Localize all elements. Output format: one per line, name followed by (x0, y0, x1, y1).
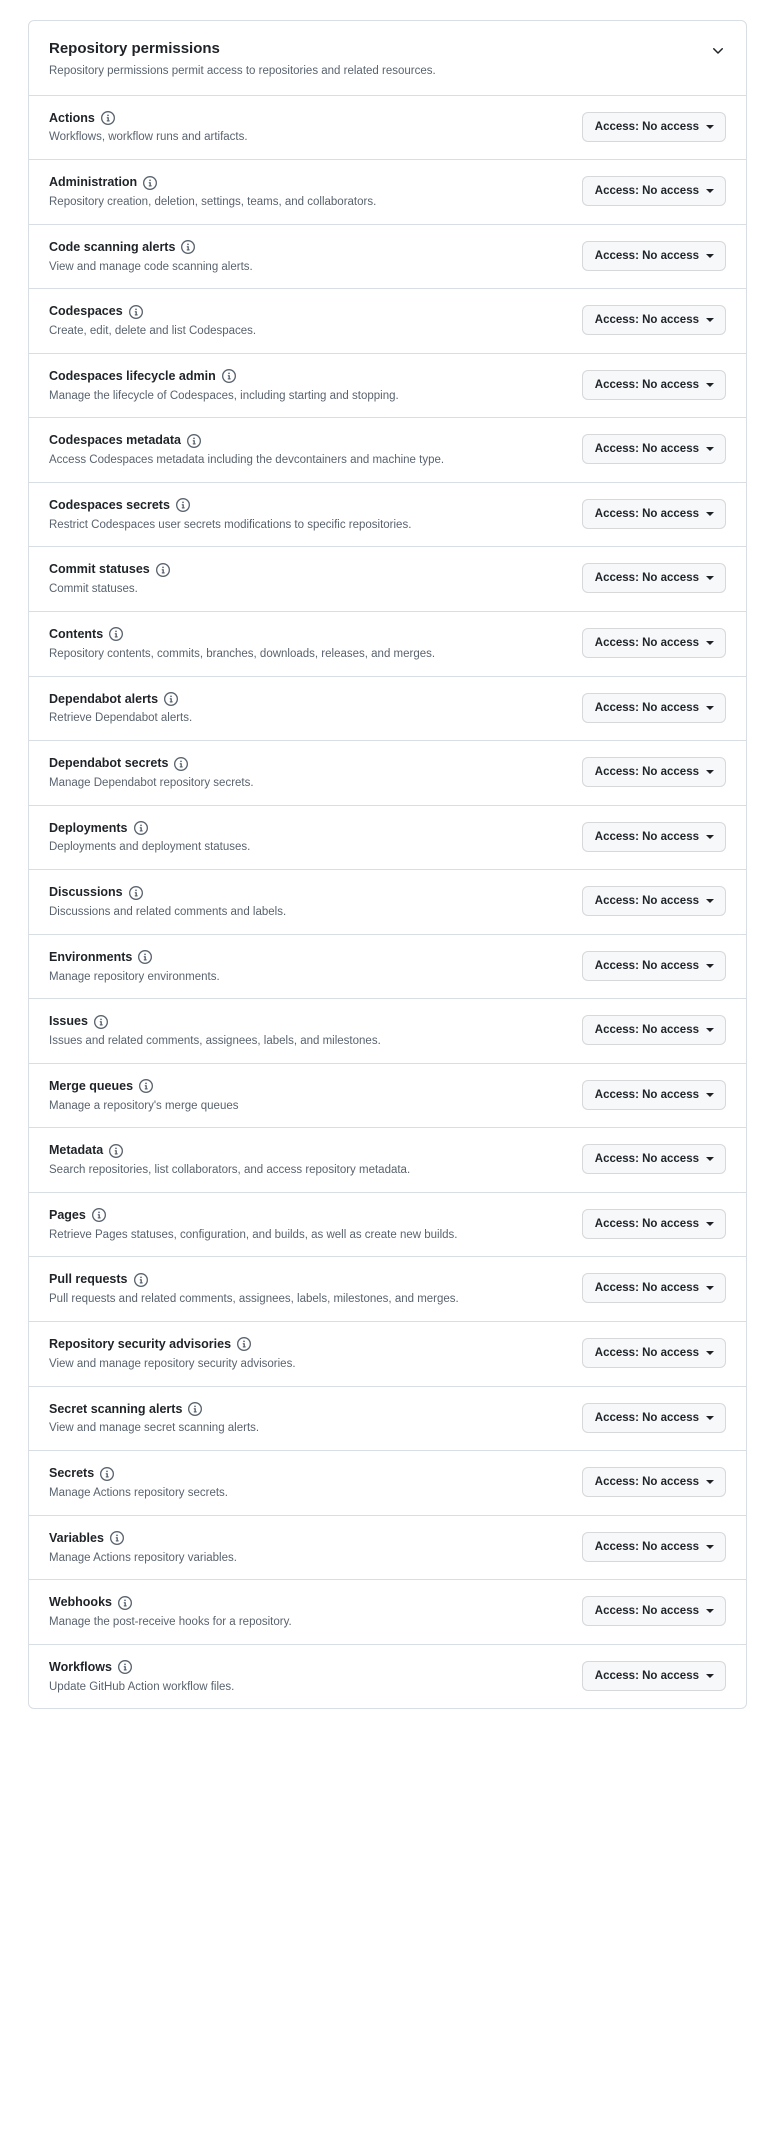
permission-description: Issues and related comments, assignees, labels, and milestones. (49, 1035, 381, 1048)
permission-name-line (49, 1207, 568, 1224)
permission-info (49, 1078, 582, 1115)
caret-down-icon (706, 318, 714, 322)
permission-name: Repository security advisories (49, 1336, 232, 1351)
permission-description: Workflows, workflow runs and artifacts. (49, 131, 248, 144)
info-icon[interactable] (143, 176, 157, 190)
permission-description: Search repositories, list collaborators, and access repository metadata. (49, 1164, 411, 1177)
permission-name: Actions (49, 110, 95, 125)
caret-down-icon (706, 770, 714, 774)
access-dropdown-label: Access: No access (594, 572, 699, 585)
access-dropdown[interactable] (582, 176, 726, 206)
info-icon[interactable] (118, 1596, 132, 1610)
info-icon[interactable] (100, 1467, 114, 1481)
permission-info (49, 691, 582, 728)
access-dropdown-label: Access: No access (594, 830, 699, 843)
access-dropdown-label: Access: No access (594, 1088, 699, 1101)
permission-row (29, 1516, 746, 1581)
access-dropdown-label: Access: No access (594, 443, 699, 456)
access-dropdown[interactable] (582, 1015, 726, 1045)
permission-info (49, 1659, 582, 1696)
caret-down-icon (706, 964, 714, 968)
permission-row (29, 1451, 746, 1516)
access-dropdown[interactable] (582, 1209, 726, 1239)
info-icon[interactable] (101, 111, 115, 125)
permission-name-line (49, 1336, 568, 1353)
permission-row (29, 1257, 746, 1322)
permission-name-line (49, 755, 568, 772)
permission-row (29, 1064, 746, 1129)
permission-name-line (49, 1530, 568, 1547)
permission-description: Manage Actions repository secrets. (49, 1486, 228, 1499)
info-icon[interactable] (134, 1273, 148, 1287)
access-dropdown[interactable] (582, 305, 726, 335)
permission-info (49, 1013, 582, 1050)
access-dropdown[interactable] (582, 434, 726, 464)
access-dropdown-label: Access: No access (594, 1217, 699, 1230)
info-icon[interactable] (222, 369, 236, 383)
repository-permissions-header-text (49, 39, 698, 79)
permission-description: Restrict Codespaces user secrets modifications to specific repositories. (49, 518, 412, 531)
permission-description: View and manage code scanning alerts. (49, 260, 253, 273)
permission-name: Dependabot alerts (49, 691, 159, 706)
permission-row (29, 547, 746, 612)
access-dropdown-label: Access: No access (594, 378, 699, 391)
access-dropdown[interactable] (582, 1403, 726, 1433)
permission-name: Codespaces (49, 304, 123, 319)
info-icon[interactable] (181, 240, 195, 254)
info-icon[interactable] (139, 1079, 153, 1093)
permission-name-line (49, 1465, 568, 1482)
access-dropdown[interactable] (582, 241, 726, 271)
permission-row (29, 1645, 746, 1709)
permission-row (29, 870, 746, 935)
access-dropdown-label: Access: No access (594, 507, 699, 520)
access-dropdown-label: Access: No access (594, 1669, 699, 1682)
caret-down-icon (706, 1093, 714, 1097)
permission-row (29, 160, 746, 225)
permission-name: Metadata (49, 1143, 104, 1158)
permission-row (29, 806, 746, 871)
repository-permissions-header[interactable] (29, 21, 746, 96)
caret-down-icon (706, 835, 714, 839)
access-dropdown[interactable] (582, 628, 726, 658)
permission-row (29, 96, 746, 161)
permissions-list (29, 96, 746, 1709)
permission-name-line (49, 368, 568, 385)
permission-description: Manage the lifecycle of Codespaces, including starting and stopping. (49, 389, 399, 402)
caret-down-icon (706, 641, 714, 645)
info-icon[interactable] (164, 692, 178, 706)
permission-name-line (49, 561, 568, 578)
permission-name-line (49, 110, 568, 127)
permission-name: Issues (49, 1014, 88, 1029)
permission-info (49, 561, 582, 598)
permission-description: Repository contents, commits, branches, downloads, releases, and merges. (49, 647, 436, 660)
caret-down-icon (706, 1480, 714, 1484)
permission-name-line (49, 432, 568, 449)
access-dropdown[interactable] (582, 1338, 726, 1368)
chevron-down-icon[interactable] (710, 43, 726, 59)
permission-info (49, 368, 582, 405)
caret-down-icon (706, 1416, 714, 1420)
access-dropdown-label: Access: No access (594, 120, 699, 133)
permission-description: Commit statuses. (49, 583, 138, 596)
info-icon[interactable] (188, 1402, 202, 1416)
permission-name: Pages (49, 1207, 86, 1222)
access-dropdown-label: Access: No access (594, 1411, 699, 1424)
permission-name-line (49, 626, 568, 643)
info-icon[interactable] (156, 563, 170, 577)
permission-name-line (49, 1659, 568, 1676)
permission-name: Codespaces lifecycle admin (49, 368, 216, 383)
permission-info (49, 1530, 582, 1567)
permission-row (29, 418, 746, 483)
access-dropdown[interactable] (582, 1273, 726, 1303)
permission-name-line (49, 1013, 568, 1030)
permission-row (29, 1387, 746, 1452)
permission-name-line (49, 1401, 568, 1418)
permission-description: Create, edit, delete and list Codespaces. (49, 325, 257, 338)
permission-info (49, 755, 582, 792)
access-dropdown[interactable] (582, 1661, 726, 1691)
permission-description: View and manage repository security advisories. (49, 1357, 296, 1370)
permission-name: Pull requests (49, 1272, 128, 1287)
permission-info (49, 1401, 582, 1438)
info-icon[interactable] (237, 1337, 251, 1351)
permission-name: Contents (49, 626, 104, 641)
info-icon[interactable] (109, 1144, 123, 1158)
permission-row (29, 612, 746, 677)
caret-down-icon (706, 576, 714, 580)
caret-down-icon (706, 706, 714, 710)
caret-down-icon (706, 1286, 714, 1290)
permission-description: View and manage secret scanning alerts. (49, 1422, 260, 1435)
permission-description: Manage the post-receive hooks for a repository. (49, 1616, 292, 1629)
permission-info (49, 1465, 582, 1502)
permission-row (29, 999, 746, 1064)
permission-name-line (49, 1594, 568, 1611)
caret-down-icon (706, 1157, 714, 1161)
access-dropdown[interactable] (582, 1080, 726, 1110)
permission-name: Workflows (49, 1659, 112, 1674)
permission-name: Discussions (49, 885, 123, 900)
permission-name-line (49, 497, 568, 514)
permission-info (49, 949, 582, 986)
permission-name-line (49, 303, 568, 320)
info-icon[interactable] (134, 821, 148, 835)
permission-name: Dependabot secrets (49, 756, 169, 771)
access-dropdown-label: Access: No access (594, 185, 699, 198)
access-dropdown-label: Access: No access (594, 895, 699, 908)
caret-down-icon (706, 1222, 714, 1226)
access-dropdown-label: Access: No access (594, 1282, 699, 1295)
permission-row (29, 1322, 746, 1387)
permission-description: Update GitHub Action workflow files. (49, 1680, 235, 1693)
permission-row (29, 225, 746, 290)
permission-name: Code scanning alerts (49, 239, 176, 254)
permission-row (29, 1580, 746, 1645)
access-dropdown[interactable] (582, 563, 726, 593)
permission-name: Codespaces secrets (49, 497, 170, 512)
access-dropdown-label: Access: No access (594, 1605, 699, 1618)
access-dropdown[interactable] (582, 886, 726, 916)
access-dropdown-label: Access: No access (594, 1153, 699, 1166)
permission-name-line (49, 239, 568, 256)
permission-name-line (49, 174, 568, 191)
caret-down-icon (706, 1609, 714, 1613)
access-dropdown-label: Access: No access (594, 959, 699, 972)
access-dropdown[interactable] (582, 370, 726, 400)
permission-description: Discussions and related comments and labels. (49, 906, 287, 919)
access-dropdown-label: Access: No access (594, 701, 699, 714)
permission-name: Deployments (49, 820, 128, 835)
permission-name: Webhooks (49, 1595, 112, 1610)
permission-row (29, 677, 746, 742)
access-dropdown-label: Access: No access (594, 249, 699, 262)
access-dropdown[interactable] (582, 1532, 726, 1562)
permission-name: Variables (49, 1530, 104, 1545)
access-dropdown-label: Access: No access (594, 1024, 699, 1037)
access-dropdown[interactable] (582, 951, 726, 981)
permission-row (29, 354, 746, 419)
info-icon[interactable] (110, 1531, 124, 1545)
permission-info (49, 174, 582, 211)
permission-name: Secret scanning alerts (49, 1401, 183, 1416)
caret-down-icon (706, 447, 714, 451)
info-icon[interactable] (129, 886, 143, 900)
info-icon[interactable] (118, 1660, 132, 1674)
permission-info (49, 1336, 582, 1373)
access-dropdown[interactable] (582, 757, 726, 787)
caret-down-icon (706, 1545, 714, 1549)
info-icon[interactable] (187, 434, 201, 448)
permission-row (29, 935, 746, 1000)
info-icon[interactable] (129, 305, 143, 319)
permission-info (49, 110, 582, 147)
permission-name: Administration (49, 175, 138, 190)
permission-description: Manage Actions repository variables. (49, 1551, 237, 1564)
access-dropdown[interactable] (582, 1596, 726, 1626)
access-dropdown[interactable] (582, 693, 726, 723)
permission-name: Environments (49, 949, 133, 964)
permission-name-line (49, 1078, 568, 1095)
permission-info (49, 1594, 582, 1631)
permission-info (49, 1271, 582, 1308)
permission-description: Pull requests and related comments, assignees, labels, milestones, and merges. (49, 1293, 459, 1306)
caret-down-icon (706, 1028, 714, 1032)
access-dropdown-label: Access: No access (594, 636, 699, 649)
access-dropdown-label: Access: No access (594, 1476, 699, 1489)
caret-down-icon (706, 512, 714, 516)
access-dropdown[interactable] (582, 499, 726, 529)
permission-description: Deployments and deployment statuses. (49, 841, 251, 854)
permission-row (29, 1193, 746, 1258)
access-dropdown-label: Access: No access (594, 766, 699, 779)
caret-down-icon (706, 1351, 714, 1355)
caret-down-icon (706, 254, 714, 258)
info-icon[interactable] (92, 1208, 106, 1222)
page-subtitle: Repository permissions permit access to repositories and related resources. (49, 64, 436, 77)
info-icon[interactable] (109, 627, 123, 641)
access-dropdown[interactable] (582, 1467, 726, 1497)
permission-info (49, 239, 582, 276)
permission-name: Secrets (49, 1466, 95, 1481)
permission-description: Retrieve Dependabot alerts. (49, 712, 193, 725)
permission-name: Commit statuses (49, 562, 150, 577)
permission-info (49, 626, 582, 663)
permission-description: Manage Dependabot repository secrets. (49, 776, 254, 789)
caret-down-icon (706, 125, 714, 129)
permission-name-line (49, 1271, 568, 1288)
permission-description: Access Codespaces metadata including the devcontainers and machine type. (49, 454, 445, 467)
access-dropdown[interactable] (582, 822, 726, 852)
info-icon[interactable] (138, 950, 152, 964)
permission-name-line (49, 884, 568, 901)
info-icon[interactable] (94, 1015, 108, 1029)
permission-description: Manage repository environments. (49, 970, 220, 983)
permission-description: Manage a repository's merge queues (49, 1099, 239, 1112)
permission-row (29, 1128, 746, 1193)
permission-row (29, 483, 746, 548)
info-icon[interactable] (176, 498, 190, 512)
access-dropdown-label: Access: No access (594, 1346, 699, 1359)
page-title: Repository permissions (49, 40, 220, 57)
access-dropdown-label: Access: No access (594, 1540, 699, 1553)
permission-info (49, 303, 582, 340)
permission-name: Merge queues (49, 1078, 134, 1093)
permission-description: Retrieve Pages statuses, configuration, and builds, as well as create new builds. (49, 1228, 458, 1241)
permission-description: Repository creation, deletion, settings, teams, and collaborators. (49, 196, 377, 209)
permission-info (49, 820, 582, 857)
access-dropdown[interactable] (582, 1144, 726, 1174)
repository-permissions-panel (28, 20, 747, 1709)
permission-info (49, 1207, 582, 1244)
access-dropdown-label: Access: No access (594, 314, 699, 327)
access-dropdown[interactable] (582, 112, 726, 142)
caret-down-icon (706, 383, 714, 387)
permission-name-line (49, 949, 568, 966)
permission-row (29, 289, 746, 354)
permission-info (49, 497, 582, 534)
permission-name-line (49, 1142, 568, 1159)
permission-name-line (49, 820, 568, 837)
permission-row (29, 741, 746, 806)
permission-info (49, 1142, 582, 1179)
permission-name: Codespaces metadata (49, 433, 182, 448)
permission-name-line (49, 691, 568, 708)
permission-info (49, 884, 582, 921)
caret-down-icon (706, 1674, 714, 1678)
caret-down-icon (706, 189, 714, 193)
caret-down-icon (706, 899, 714, 903)
info-icon[interactable] (174, 757, 188, 771)
permission-info (49, 432, 582, 469)
